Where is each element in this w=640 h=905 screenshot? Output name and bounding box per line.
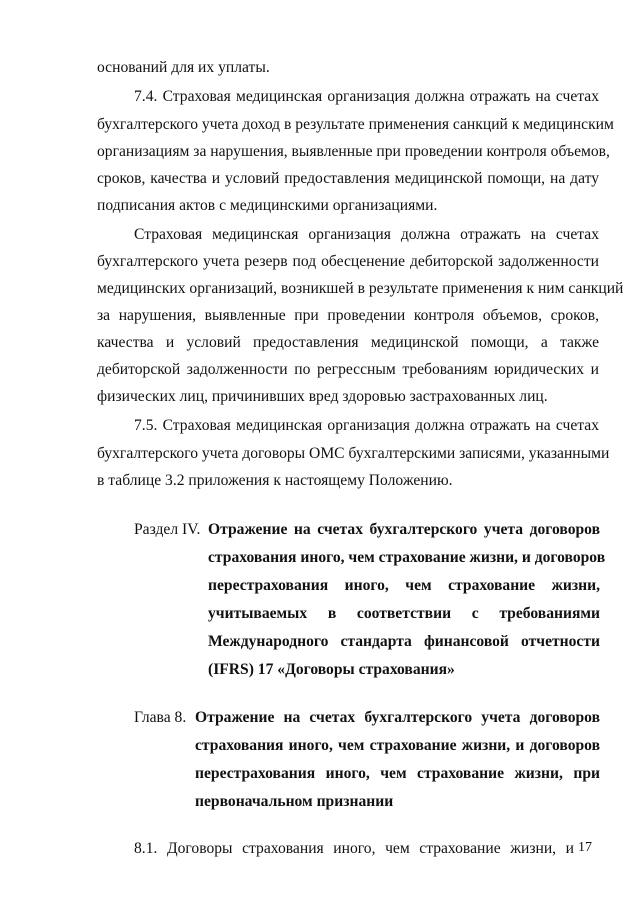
paragraph-line: медицинских организаций, возникшей в результате применения к ним санкций: [97, 280, 624, 297]
section-heading-line: учитываемых в соответствии с требованиями: [208, 605, 600, 622]
section-heading-line: (IFRS) 17 «Договоры страхования»: [208, 661, 455, 678]
paragraph-line: Страховая медицинская организация должна отражать на счетах: [134, 226, 599, 243]
paragraph-line: качества и условий предоставления медицинской помощи, а также: [97, 334, 599, 351]
paragraph-line: 8.1. Договоры страхования иного, чем страхование жизни, и: [134, 840, 574, 857]
paragraph-line: физических лиц, причинивших вред здоровью застрахованных лиц.: [97, 388, 548, 405]
paragraph-line: сроков, качества и условий предоставления медицинской помощи, на дату: [97, 170, 599, 187]
paragraph-line: бухгалтерского учета резерв под обесценение дебиторской задолженности: [97, 253, 599, 270]
paragraph-line: 7.4. Страховая медицинская организация должна отражать на счетах: [134, 88, 599, 105]
section-heading-line: Отражение на счетах бухгалтерского учета договоров: [208, 521, 600, 538]
section-label: Раздел IV.: [134, 521, 201, 538]
paragraph-line: бухгалтерского учета договоры ОМС бухгалтерскими записями, указанными: [97, 445, 610, 462]
paragraph-line: бухгалтерского учета доход в результате применения санкций к медицинским: [97, 116, 614, 133]
chapter-heading-line: Отражение на счетах бухгалтерского учета договоров: [195, 709, 600, 726]
paragraph-line: оснований для их уплаты.: [97, 59, 270, 76]
paragraph-line: подписания актов с медицинскими организациями.: [97, 197, 438, 214]
paragraph-line: за нарушения, выявленные при проведении контроля объемов, сроков,: [97, 307, 599, 324]
chapter-heading-line: первоначальном признании: [195, 793, 394, 810]
chapter-label: Глава 8.: [134, 709, 187, 726]
chapter-heading-line: страхования иного, чем страхование жизни, и договоров: [195, 737, 600, 754]
section-heading-line: страхования иного, чем страхование жизни, и договоров: [208, 549, 606, 566]
page-number: 17: [578, 840, 592, 855]
section-heading-line: перестрахования иного, чем страхование жизни,: [208, 577, 600, 594]
paragraph-line: 7.5. Страховая медицинская организация должна отражать на счетах: [134, 417, 599, 434]
paragraph-line: в таблице 3.2 приложения к настоящему Положению.: [97, 472, 453, 489]
paragraph-line: дебиторской задолженности по регрессным требованиям юридических и: [97, 361, 599, 378]
section-heading-line: Международного стандарта финансовой отчетности: [208, 633, 600, 650]
chapter-heading-line: перестрахования иного, чем страхование жизни, при: [195, 765, 600, 782]
paragraph-line: организациям за нарушения, выявленные при проведении контроля объемов,: [97, 143, 610, 160]
